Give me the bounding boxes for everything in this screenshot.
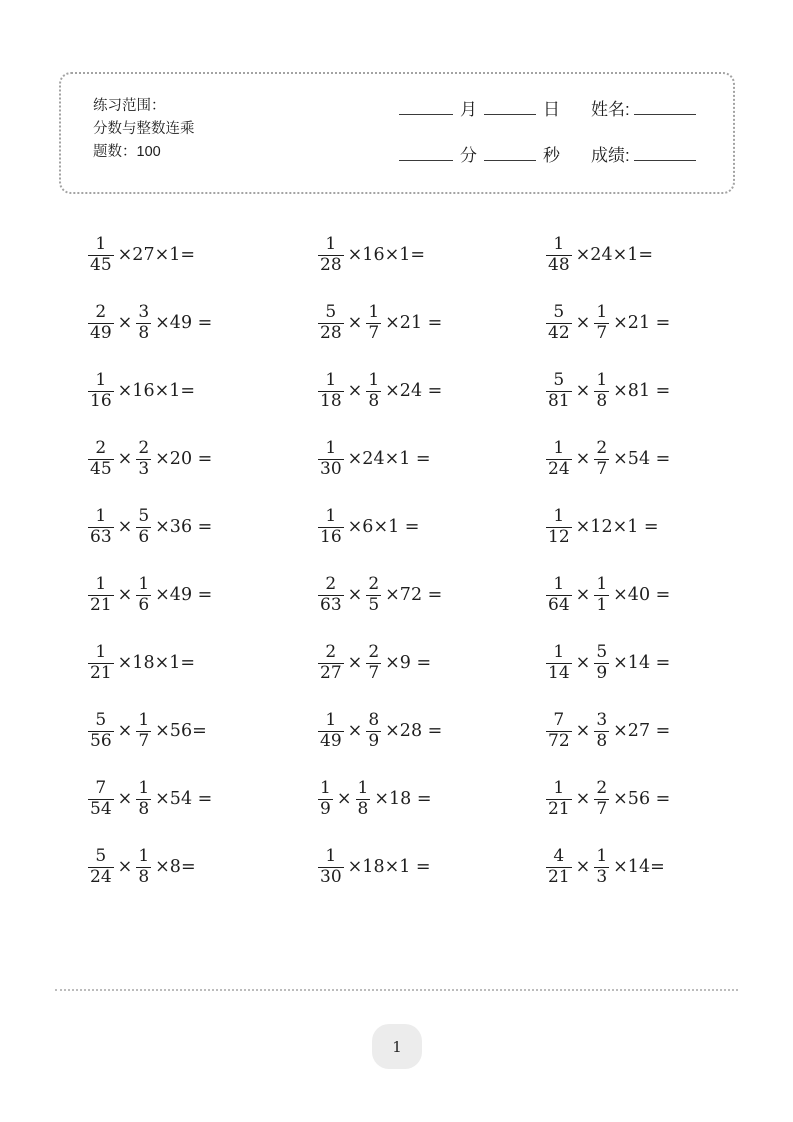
problem: [85, 575, 213, 614]
problem: [315, 235, 426, 274]
footer-divider: [55, 989, 738, 991]
math-text: ×24 =: [385, 381, 443, 401]
fraction: $\frac{2}{49}$: [90, 302, 112, 343]
math-text: ×: [336, 789, 352, 809]
math-text: ×36 =: [155, 517, 213, 537]
problem: [315, 711, 443, 750]
score-label: 成绩:: [591, 146, 630, 165]
minute-label: 分: [460, 146, 477, 165]
page-number-badge: [372, 1024, 422, 1069]
math-text: ×21 =: [613, 313, 671, 333]
math-text: ×: [575, 381, 591, 401]
fraction: $\frac{1}{49}$: [320, 710, 342, 751]
math-text: ×40 =: [613, 585, 671, 605]
fraction: $\frac{1}{3}$: [596, 846, 608, 887]
fraction: $\frac{3}{8}$: [596, 710, 608, 751]
fraction: $\frac{7}{72}$: [548, 710, 570, 751]
time-score-line: [399, 144, 696, 168]
day-blank-line: [484, 102, 536, 115]
fraction: $\frac{1}{1}$: [596, 574, 608, 615]
fraction: $\frac{1}{30}$: [320, 438, 342, 479]
problem: [543, 643, 671, 682]
problem: [85, 235, 196, 274]
math-text: ×: [117, 721, 133, 741]
math-text: ×21 =: [385, 313, 443, 333]
math-text: ×: [117, 585, 133, 605]
problem: [543, 507, 660, 546]
math-text: ×: [575, 449, 591, 469]
math-text: ×14=: [613, 857, 665, 877]
math-text: ×16×1=: [347, 245, 426, 265]
math-text: ×18 =: [374, 789, 432, 809]
fraction: $\frac{1}{21}$: [90, 574, 112, 615]
fraction: $\frac{3}{8}$: [138, 302, 150, 343]
fraction: $\frac{5}{9}$: [596, 642, 608, 683]
problem: [543, 847, 666, 886]
month-blank-line: [399, 102, 453, 115]
math-text: ×: [575, 789, 591, 809]
math-text: ×27×1=: [117, 245, 196, 265]
math-text: ×54 =: [155, 789, 213, 809]
fraction: $\frac{5}{28}$: [320, 302, 342, 343]
problem: [543, 235, 654, 274]
math-text: ×8=: [155, 857, 196, 877]
fraction: $\frac{1}{7}$: [368, 302, 380, 343]
math-text: ×: [347, 313, 363, 333]
math-text: ×24×1=: [575, 245, 654, 265]
math-text: ×20 =: [155, 449, 213, 469]
problem: [85, 507, 213, 546]
problem: [85, 711, 208, 750]
math-text: ×: [575, 585, 591, 605]
fraction: $\frac{1}{45}$: [90, 234, 112, 275]
math-text: ×: [117, 449, 133, 469]
problem: [315, 439, 432, 478]
problem: [85, 371, 196, 410]
math-text: ×24×1 =: [347, 449, 431, 469]
problem: [85, 303, 213, 342]
math-text: ×: [347, 721, 363, 741]
fraction: $\frac{1}{7}$: [596, 302, 608, 343]
header-info: [93, 95, 195, 164]
fraction: $\frac{1}{18}$: [320, 370, 342, 411]
fraction: $\frac{2}{63}$: [320, 574, 342, 615]
problem: [85, 779, 213, 818]
math-text: ×56 =: [613, 789, 671, 809]
problem: [315, 643, 432, 682]
math-text: ×: [117, 517, 133, 537]
date-name-line: [399, 98, 696, 122]
problem: [543, 575, 671, 614]
fraction: $\frac{5}{6}$: [138, 506, 150, 547]
fraction: $\frac{1}{21}$: [548, 778, 570, 819]
fraction: $\frac{1}{8}$: [596, 370, 608, 411]
fraction: $\frac{1}{24}$: [548, 438, 570, 479]
problem: [85, 847, 197, 886]
problem: [543, 439, 671, 478]
fraction: $\frac{1}{63}$: [90, 506, 112, 547]
fraction: $\frac{2}{27}$: [320, 642, 342, 683]
math-text: ×: [117, 857, 133, 877]
fraction: $\frac{5}{42}$: [548, 302, 570, 343]
name-label: 姓名:: [591, 100, 630, 119]
header-box: [59, 72, 735, 194]
fraction: $\frac{2}{7}$: [368, 642, 380, 683]
math-text: ×18×1=: [117, 653, 196, 673]
problem: [543, 779, 671, 818]
problem: [315, 575, 443, 614]
problem: [543, 303, 671, 342]
problem: [543, 371, 671, 410]
math-text: ×81 =: [613, 381, 671, 401]
problem: [315, 371, 443, 410]
math-text: ×: [347, 653, 363, 673]
math-text: ×: [117, 789, 133, 809]
problem: [315, 847, 432, 886]
problem: [543, 711, 671, 750]
math-text: ×54 =: [613, 449, 671, 469]
scope-label: 练习范围：: [93, 98, 166, 114]
fraction: $\frac{1}{30}$: [320, 846, 342, 887]
math-text: ×12×1 =: [575, 517, 659, 537]
name-blank-line: [634, 102, 696, 115]
page-number: 1: [392, 1037, 402, 1056]
math-text: ×16×1=: [117, 381, 196, 401]
fraction: $\frac{1}{48}$: [548, 234, 570, 275]
fraction: $\frac{2}{7}$: [596, 438, 608, 479]
math-text: ×: [347, 381, 363, 401]
fraction: $\frac{1}{8}$: [368, 370, 380, 411]
fraction: $\frac{2}{7}$: [596, 778, 608, 819]
fraction: $\frac{1}{8}$: [357, 778, 369, 819]
problem: [315, 507, 420, 546]
math-text: ×27 =: [613, 721, 671, 741]
math-text: ×49 =: [155, 313, 213, 333]
header-fill-in: [399, 98, 696, 168]
fraction: $\frac{1}{14}$: [548, 642, 570, 683]
fraction: $\frac{1}{12}$: [548, 506, 570, 547]
fraction: $\frac{5}{56}$: [90, 710, 112, 751]
math-text: ×6×1 =: [347, 517, 420, 537]
problem: [315, 303, 443, 342]
day-label: 日: [543, 100, 560, 119]
fraction: $\frac{1}{28}$: [320, 234, 342, 275]
fraction: $\frac{5}{81}$: [548, 370, 570, 411]
month-label: 月: [460, 100, 477, 119]
second-blank-line: [484, 148, 536, 161]
count-label: 题数：100: [93, 144, 161, 160]
fraction: $\frac{1}{21}$: [90, 642, 112, 683]
fraction: $\frac{2}{3}$: [138, 438, 150, 479]
problem-grid: [85, 221, 773, 901]
math-text: ×18×1 =: [347, 857, 431, 877]
math-text: ×: [575, 857, 591, 877]
fraction: $\frac{1}{64}$: [548, 574, 570, 615]
fraction: $\frac{1}{8}$: [138, 778, 150, 819]
math-text: ×: [347, 585, 363, 605]
minute-blank-line: [399, 148, 453, 161]
math-text: ×: [117, 313, 133, 333]
fraction: $\frac{1}{9}$: [320, 778, 331, 819]
score-blank-line: [634, 148, 696, 161]
math-text: ×9 =: [385, 653, 432, 673]
problem: [85, 643, 196, 682]
fraction: $\frac{2}{5}$: [368, 574, 380, 615]
fraction: $\frac{1}{7}$: [138, 710, 150, 751]
fraction: $\frac{1}{8}$: [138, 846, 150, 887]
math-text: ×14 =: [613, 653, 671, 673]
math-text: ×28 =: [385, 721, 443, 741]
fraction: $\frac{5}{24}$: [90, 846, 112, 887]
fraction: $\frac{1}{6}$: [138, 574, 150, 615]
problem: [315, 779, 433, 818]
scope-value: 分数与整数连乘: [93, 121, 195, 137]
fraction: $\frac{1}{16}$: [320, 506, 342, 547]
fraction: $\frac{4}{21}$: [548, 846, 570, 887]
math-text: ×72 =: [385, 585, 443, 605]
fraction: $\frac{8}{9}$: [368, 710, 380, 751]
second-label: 秒: [543, 146, 560, 165]
math-text: ×56=: [155, 721, 207, 741]
math-text: ×: [575, 721, 591, 741]
problem: [85, 439, 213, 478]
math-text: ×: [575, 653, 591, 673]
fraction: $\frac{1}{16}$: [90, 370, 112, 411]
math-text: ×: [575, 313, 591, 333]
fraction: $\frac{2}{45}$: [90, 438, 112, 479]
fraction: $\frac{7}{54}$: [90, 778, 112, 819]
math-text: ×49 =: [155, 585, 213, 605]
